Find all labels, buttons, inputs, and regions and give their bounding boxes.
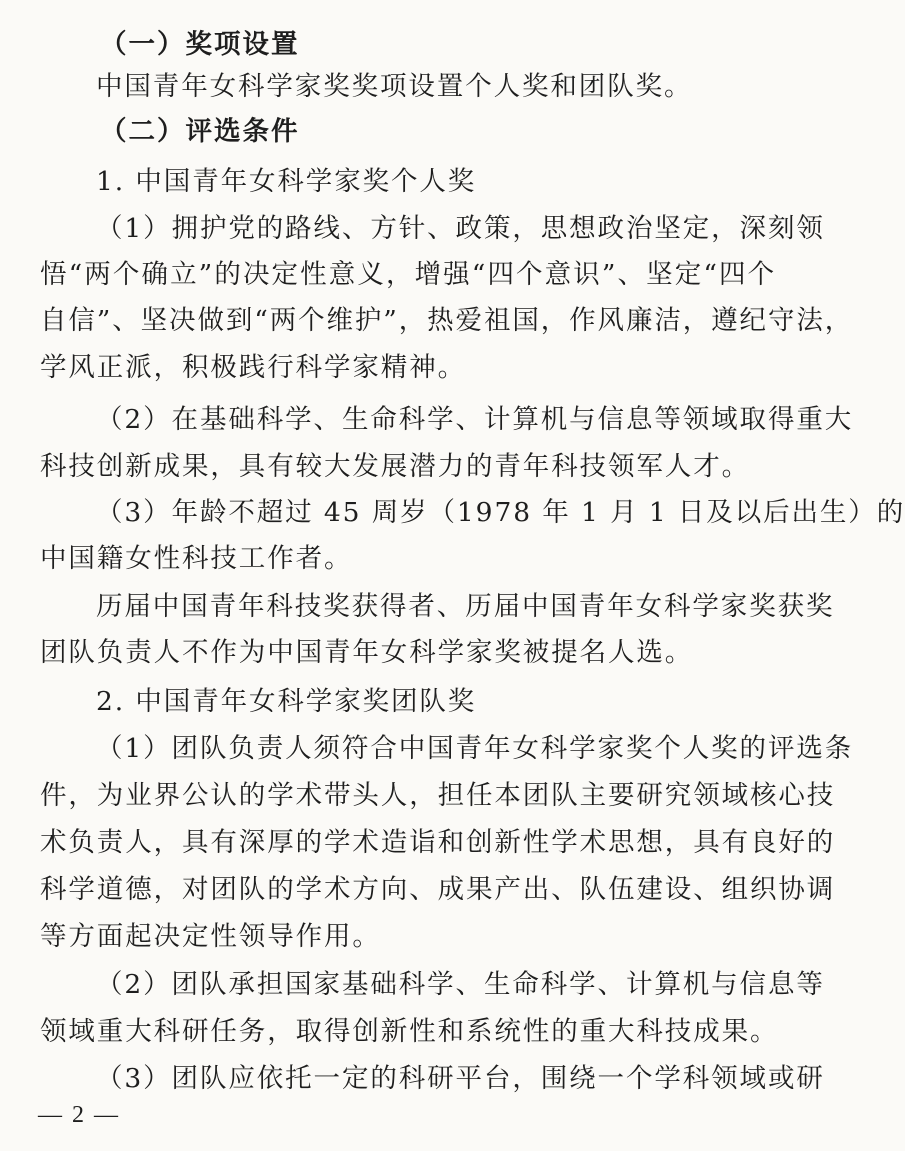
paragraph-line: 自信”、坚决做到“两个维护”，热爱祖国，作风廉洁，遵纪守法，: [40, 305, 854, 336]
page-number: — 2 —: [38, 1102, 120, 1128]
paragraph-line: 科学道德，对团队的学术方向、成果产出、队伍建设、组织协调: [40, 874, 836, 905]
paragraph-line: 科技创新成果，具有较大发展潜力的青年科技领军人才。: [40, 451, 750, 482]
paragraph-line: 中国籍女性科技工作者。: [40, 543, 353, 574]
paragraph-line: 件，为业界公认的学术带头人，担任本团队主要研究领域核心技: [40, 780, 836, 811]
paragraph-line: 团队负责人不作为中国青年女科学家奖被提名人选。: [40, 637, 694, 668]
paragraph-line: 等方面起决定性领导作用。: [40, 921, 381, 952]
paragraph-line: （3）年龄不超过 45 周岁（1978 年 1 月 1 日及以后出生）的: [96, 497, 905, 528]
paragraph-line: 历届中国青年科技奖获得者、历届中国青年女科学家奖获奖: [96, 591, 835, 622]
subsection-heading-individual: 1. 中国青年女科学家奖个人奖: [96, 166, 477, 197]
paragraph-line: （2）团队承担国家基础科学、生命科学、计算机与信息等: [96, 969, 825, 1000]
paragraph-line: （1）团队负责人须符合中国青年女科学家奖个人奖的评选条: [96, 733, 854, 764]
paragraph-line: 中国青年女科学家奖奖项设置个人奖和团队奖。: [96, 71, 693, 102]
paragraph-line: （1）拥护党的路线、方针、政策，思想政治坚定，深刻领: [96, 213, 825, 244]
paragraph-line: （2）在基础科学、生命科学、计算机与信息等领域取得重大: [96, 404, 854, 435]
paragraph-line: 学风正派，积极践行科学家精神。: [40, 352, 466, 383]
paragraph-line: 术负责人，具有深厚的学术造诣和创新性学术思想，具有良好的: [40, 827, 836, 858]
paragraph-line: 悟“两个确立”的决定性意义，增强“四个意识”、坚定“四个: [40, 259, 777, 290]
paragraph-line: 领域重大科研任务，取得创新性和系统性的重大科技成果。: [40, 1016, 779, 1047]
section-heading-criteria: （二）评选条件: [100, 116, 300, 147]
subsection-heading-team: 2. 中国青年女科学家奖团队奖: [96, 686, 477, 717]
paragraph-line: （3）团队应依托一定的科研平台，围绕一个学科领域或研: [96, 1063, 825, 1094]
section-heading-awards: （一）奖项设置: [100, 29, 300, 60]
